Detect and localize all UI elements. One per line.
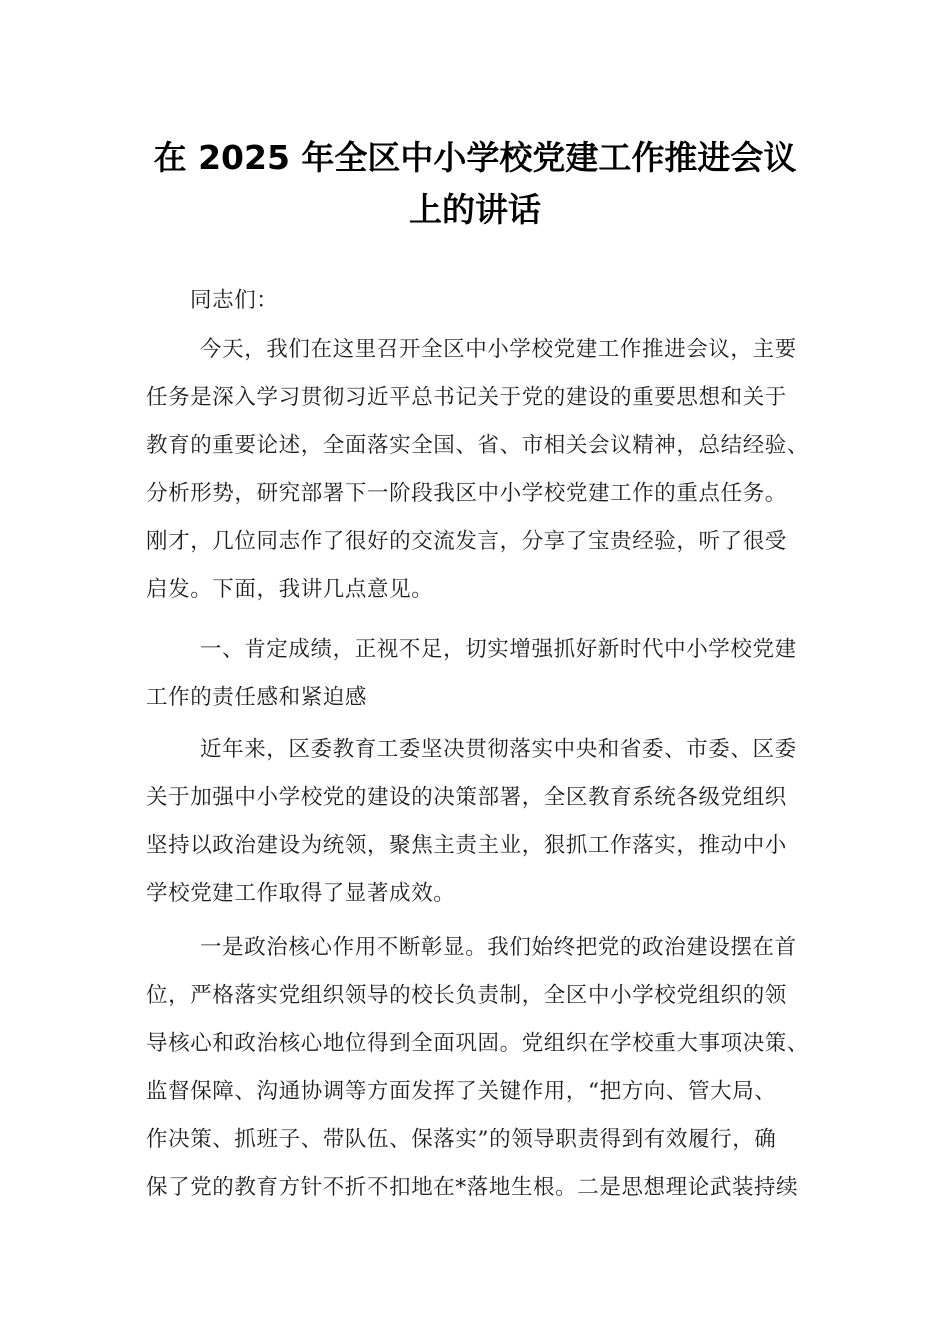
- body-line: 分析形势，研究部署下一阶段我区中小学校党建工作的重点任务。: [146, 481, 787, 506]
- body-line: 教育的重要论述，全面落实全国、省、市相关会议精神，总结经验、: [146, 433, 810, 458]
- body-line: 启发。下面，我讲几点意见。: [146, 577, 434, 602]
- document-title-line-2: 上的讲话: [409, 190, 541, 229]
- document-title-line-1: 在 2025 年全区中小学校党建工作推进会议: [153, 138, 797, 177]
- body-line: 刚才，几位同志作了很好的交流发言，分享了宝贵经验，听了很受: [146, 529, 787, 554]
- body-line: 导核心和政治核心地位得到全面巩固。党组织在学校重大事项决策、: [146, 1031, 810, 1056]
- body-line: 保了党的教育方针不折不扣地在*落地生根。二是思想理论武装持续: [146, 1175, 799, 1200]
- body-line: 今天，我们在这里召开全区中小学校党建工作推进会议，主要: [200, 337, 797, 362]
- body-line: 坚持以政治建设为统领，聚焦主责主业，狠抓工作落实，推动中小: [146, 833, 787, 858]
- body-line: 学校党建工作取得了显著成效。: [146, 881, 456, 906]
- section-heading-line: 工作的责任感和紧迫感: [146, 685, 368, 710]
- body-line: 作决策、抓班子、带队伍、保落实”的领导职责得到有效履行，确: [146, 1127, 777, 1152]
- salutation: 同志们：: [190, 288, 279, 313]
- body-line: 近年来，区委教育工委坚决贯彻落实中央和省委、市委、区委: [200, 737, 797, 762]
- body-line: 关于加强中小学校党的建设的决策部署，全区教育系统各级党组织: [146, 785, 787, 810]
- section-heading-line: 一、肯定成绩，正视不足，切实增强抓好新时代中小学校党建: [200, 637, 797, 662]
- body-line: 任务是深入学习贯彻习近平总书记关于党的建设的重要思想和关于: [146, 385, 787, 410]
- body-line: 位，严格落实党组织领导的校长负责制，全区中小学校党组织的领: [146, 983, 787, 1008]
- body-line: 一是政治核心作用不断彰显。我们始终把党的政治建设摆在首: [200, 935, 797, 960]
- body-line: 监督保障、沟通协调等方面发挥了关键作用，“把方向、管大局、: [146, 1079, 777, 1104]
